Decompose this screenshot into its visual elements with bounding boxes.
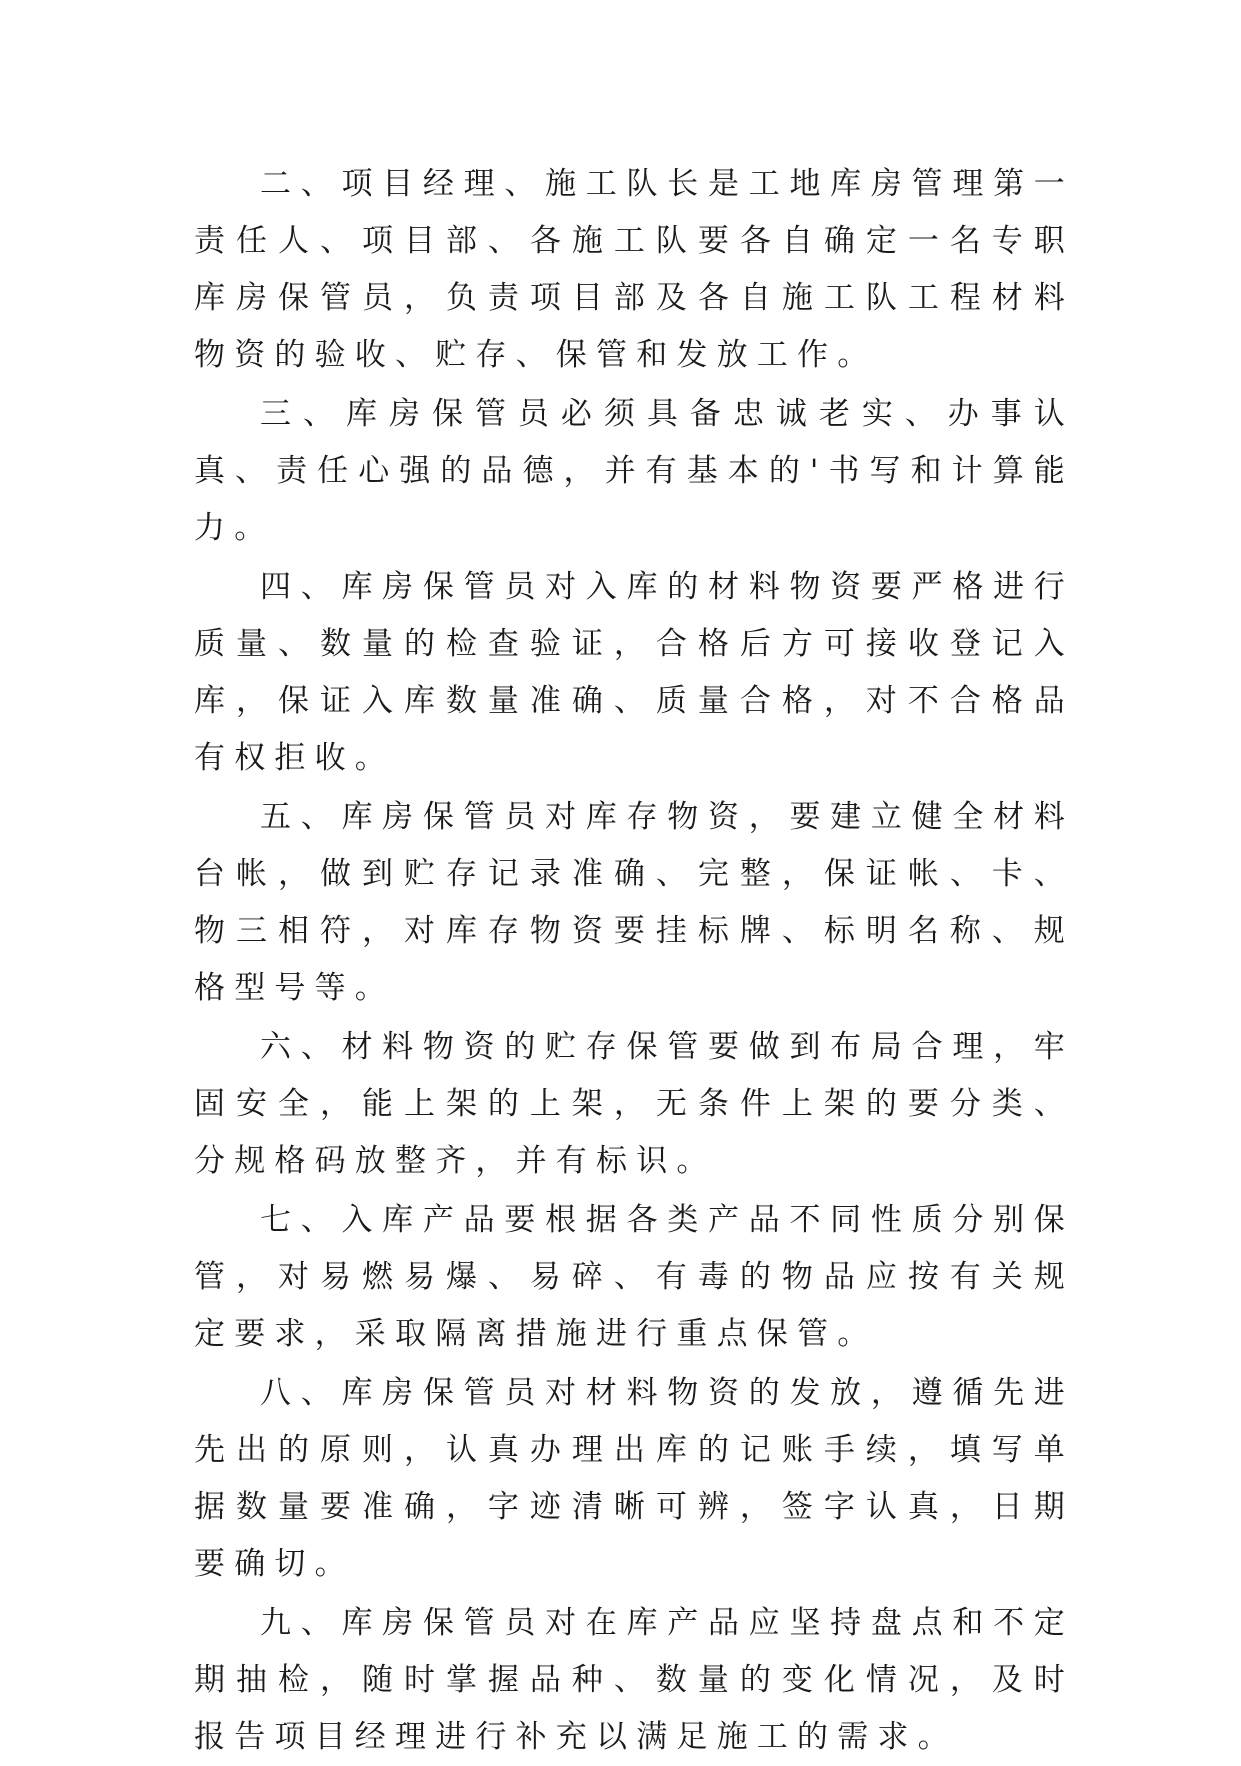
paragraph-3: 三、库房保管员必须具备忠诚老实、办事认真、责任心强的品德，并有基本的'书写和计算能力。 (194, 396, 1074, 546)
document-body (194, 156, 1074, 1766)
paragraph-5: 五、库房保管员对库存物资，要建立健全材料台帐，做到贮存记录准确、完整，保证帐、卡、物三相符，对库存物资要挂标牌、标明名称、规格型号等。 (194, 799, 1074, 1006)
paragraph-4: 四、库房保管员对入库的材料物资要严格进行质量、数量的检查验证，合格后方可接收登记入库，保证入库数量准确、质量合格，对不合格品有权拒收。 (194, 569, 1074, 776)
paragraph-6: 六、材料物资的贮存保管要做到布局合理，牢固安全，能上架的上架，无条件上架的要分类、分规格码放整齐，并有标识。 (194, 1029, 1074, 1179)
paragraph-9: 九、库房保管员对在库产品应坚持盘点和不定期抽检，随时掌握品种、数量的变化情况，及时报告项目经理进行补充以满足施工的需求。 (194, 1605, 1074, 1755)
paragraph-7: 七、入库产品要根据各类产品不同性质分别保管，对易燃易爆、易碎、有毒的物品应按有关规定要求，采取隔离措施进行重点保管。 (194, 1202, 1074, 1352)
paragraph-2: 二、项目经理、施工队长是工地库房管理第一责任人、项目部、各施工队要各自确定一名专职库房保管员，负责项目部及各自施工队工程材料物资的验收、贮存、保管和发放工作。 (194, 166, 1074, 373)
paragraph-8: 八、库房保管员对材料物资的发放，遵循先进先出的原则，认真办理出库的记账手续，填写单据数量要准确，字迹清晰可辨，签字认真，日期要确切。 (194, 1375, 1074, 1582)
